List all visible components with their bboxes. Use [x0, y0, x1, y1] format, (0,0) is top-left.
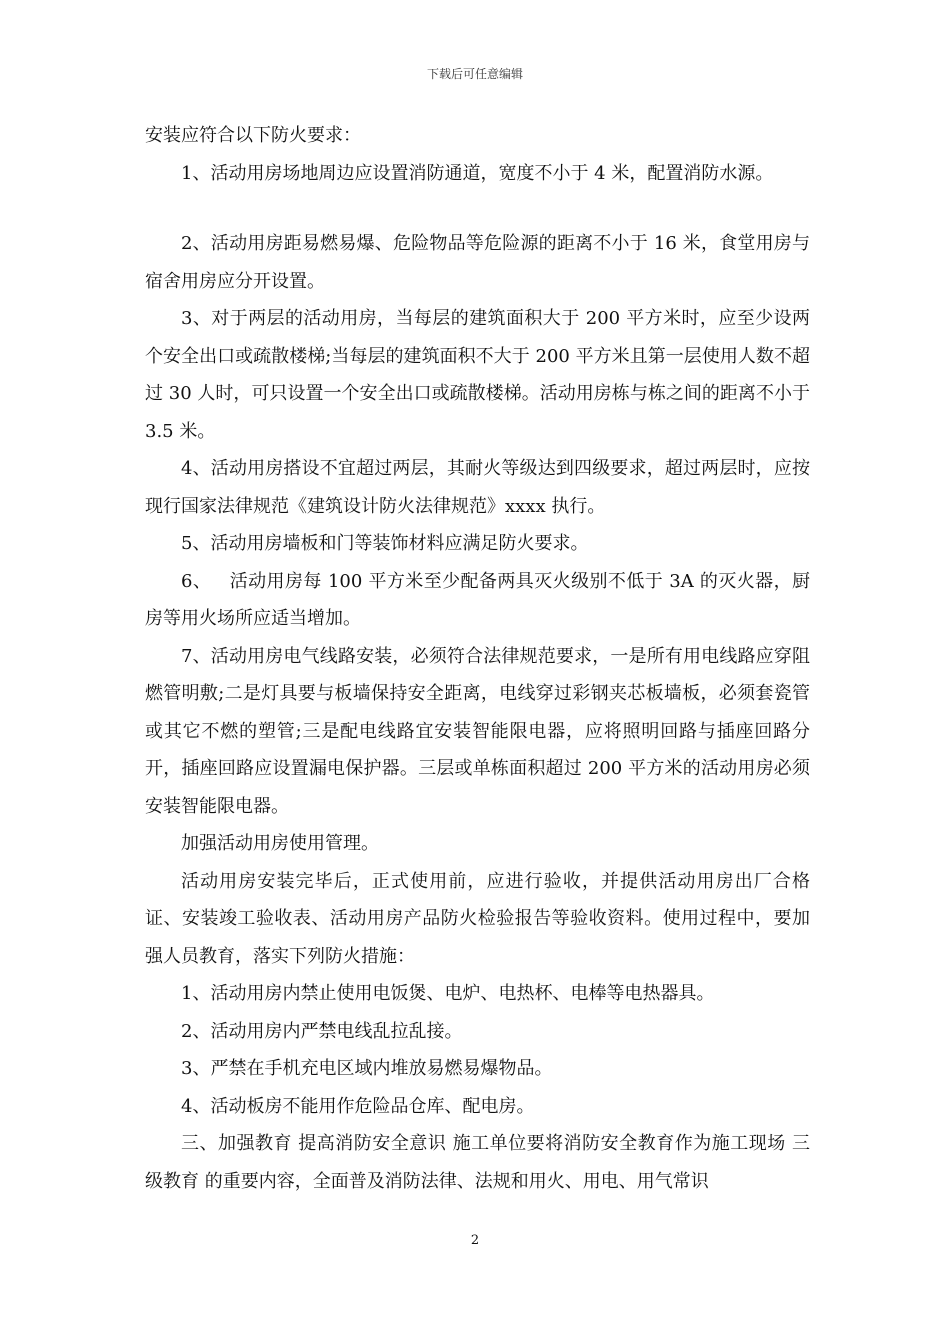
paragraph-item-2: 2、活动用房距易燃易爆、危险物品等危险源的距离不小于 16 米，食堂用房与宿舍用房应分开设置。 — [145, 233, 810, 292]
paragraph-measure-1: 1、活动用房内禁止使用电饭煲、电炉、电热杯、电棒等电热器具。 — [181, 983, 715, 1004]
paragraph-item-6: 6、 活动用房每 100 平方米至少配备两具灭火级别不低于 3A 的灭火器，厨房等用火场所应适当增加。 — [145, 570, 810, 629]
paragraph-measure-2: 2、活动用房内严禁电线乱拉乱接。 — [181, 1020, 463, 1042]
paragraph-item-3: 3、对于两层的活动用房，当每层的建筑面积大于 200 平方米时，应至少设两个安全出口或疏散楼梯;当每层的建筑面积不大于 200 平方米且第一层使用人数不超过 30 人时，可只设置一个安全出口或疏散楼梯。活动用房栋与栋之间的距离不小于 3.5 米。 — [145, 308, 816, 442]
paragraph-item-5: 5、活动用房墙板和门等装饰材料应满足防火要求。 — [181, 533, 589, 554]
paragraph-acceptance: 活动用房安装完毕后，正式使用前，应进行验收，并提供活动用房出厂合格证、安装竣工验收表、活动用房产品防火检验报告等验收资料。使用过程中，要加强人员教育，落实下列防火措施： — [145, 870, 810, 967]
document-body — [145, 117, 816, 1200]
page-header: 下载后可任意编辑 — [426, 67, 523, 81]
paragraph-item-7: 7、活动用房电气线路安装，必须符合法律规范要求，一是所有用电线路应穿阻燃管明敷;二是灯具要与板墙保持安全距离，电线穿过彩钢夹芯板墙板，必须套瓷管或其它不燃的塑管;三是配电线路宜安装智能限电器，应将照明回路与插座回路分开，插座回路应设置漏电保护器。三层或单栋面积超过 200 平方米的活动用房必须安装智能限电器。 — [145, 645, 810, 817]
paragraph-item-4: 4、活动用房搭设不宜超过两层，其耐火等级达到四级要求，超过两层时，应按现行国家法律规范《建筑设计防火法律规范》xxxx 执行。 — [145, 458, 810, 517]
paragraph-item-1: 1、活动用房场地周边应设置消防通道，宽度不小于 4 米，配置消防水源。 — [181, 162, 774, 184]
paragraph-intro: 安装应符合以下防火要求： — [145, 125, 361, 146]
paragraph-measure-4: 4、活动板房不能用作危险品仓库、配电房。 — [181, 1095, 535, 1117]
paragraph-management-heading: 加强活动用房使用管理。 — [181, 833, 379, 854]
page-number: 2 — [470, 1233, 480, 1248]
paragraph-measure-3: 3、严禁在手机充电区域内堆放易燃易爆物品。 — [181, 1058, 553, 1079]
paragraph-section-three: 三、加强教育 提高消防安全意识 施工单位要将消防安全教育作为施工现场 三级教育 的重要内容，全面普及消防法律、法规和用火、用电、用气常识 — [145, 1133, 810, 1192]
